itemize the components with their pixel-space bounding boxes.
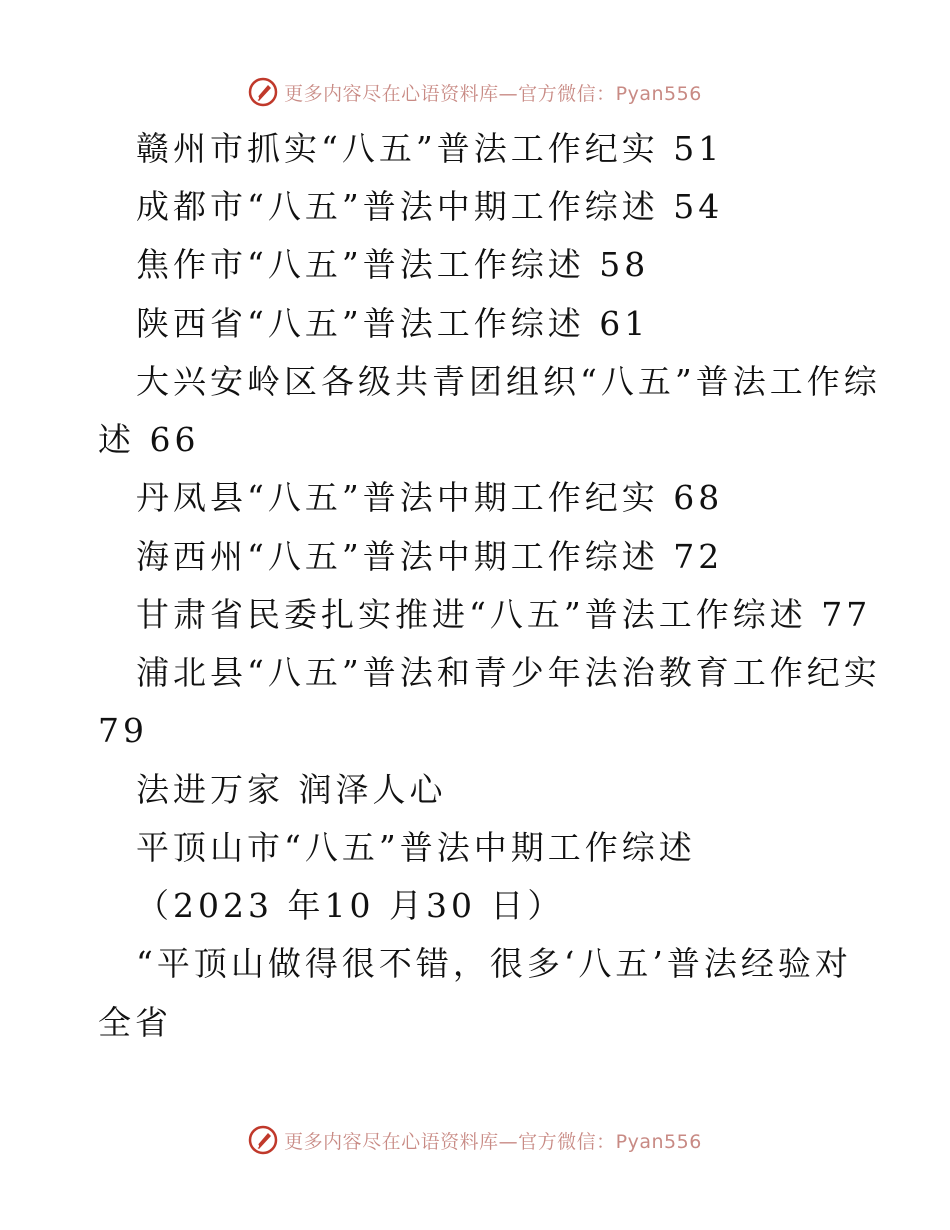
toc-entry: 陕西省“八五”普法工作综述 61 <box>136 304 650 343</box>
toc-entry-continued: 述 66 <box>98 420 200 459</box>
article-heading: 法进万家 润泽人心 <box>136 770 447 809</box>
article-date: （2023 年10 月30 日） <box>136 886 565 925</box>
pen-logo-icon <box>248 77 278 107</box>
toc-entry: 浦北县“八五”普法和青少年法治教育工作纪实 <box>136 653 881 692</box>
article-subheading: 平顶山市“八五”普法中期工作综述 <box>136 828 696 867</box>
toc-entry: 大兴安岭区各级共青团组织“八五”普法工作综 <box>136 362 881 401</box>
pen-logo-icon <box>248 1125 278 1155</box>
toc-entry: 焦作市“八五”普法工作综述 58 <box>136 245 650 284</box>
watermark-footer <box>0 1120 950 1160</box>
toc-entry: 赣州市抓实“八五”普法工作纪实 51 <box>136 129 724 168</box>
watermark-text: 更多内容尽在心语资料库—官方微信：Pyan556 <box>284 82 702 105</box>
toc-entry: 丹凤县“八五”普法中期工作纪实 68 <box>136 478 724 517</box>
paragraph-text: 全省 <box>98 1003 172 1042</box>
watermark-text: 更多内容尽在心语资料库—官方微信：Pyan556 <box>284 1130 702 1153</box>
toc-entry: 成都市“八五”普法中期工作综述 54 <box>136 187 724 226</box>
toc-entry: 海西州“八五”普法中期工作综述 72 <box>136 537 724 576</box>
watermark-header <box>0 72 950 112</box>
toc-entry: 甘肃省民委扎实推进“八五”普法工作综述 77 <box>136 595 872 634</box>
paragraph-text: “平顶山做得很不错，很多‘八五’普法经验对 <box>136 944 852 983</box>
toc-entry-continued: 79 <box>98 711 148 750</box>
